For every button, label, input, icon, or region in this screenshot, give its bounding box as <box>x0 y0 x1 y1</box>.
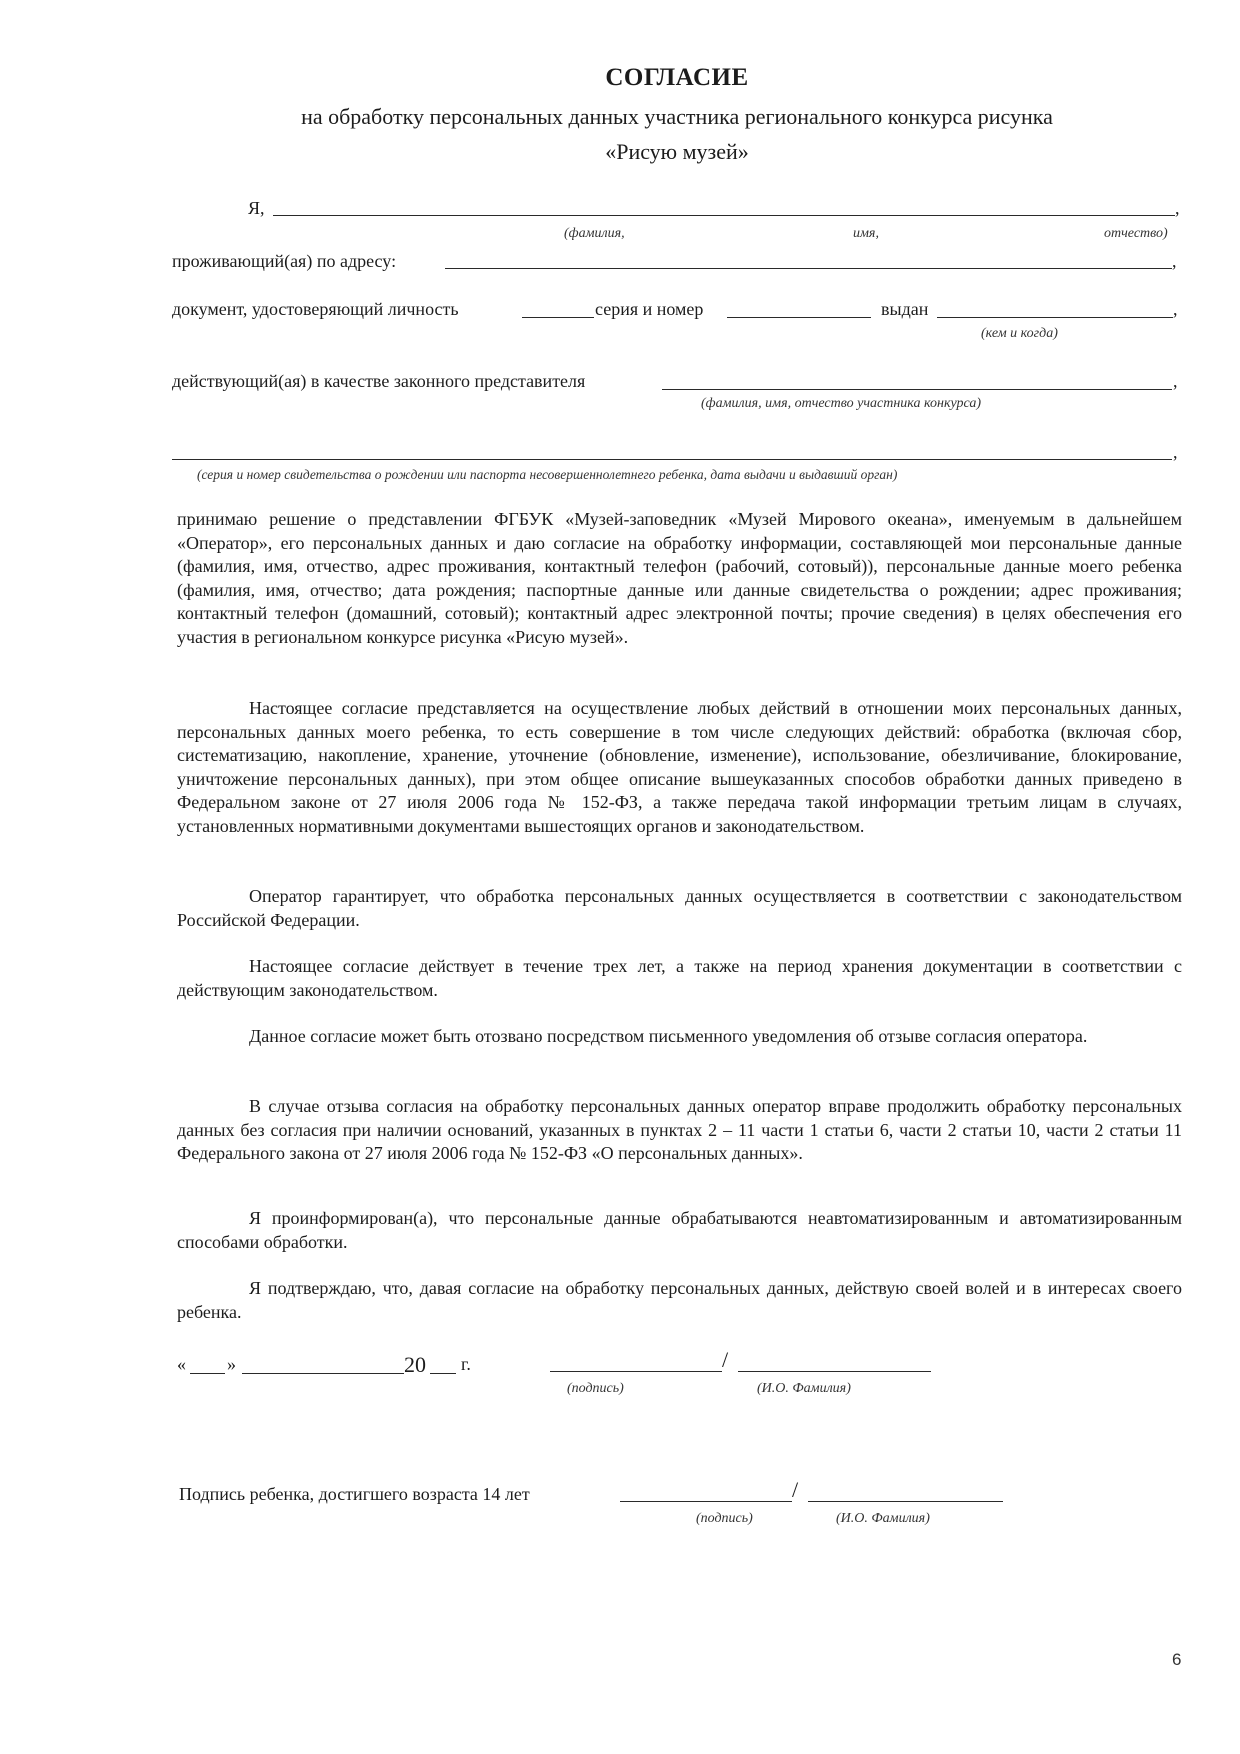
address-field[interactable] <box>445 268 1172 269</box>
representative-field[interactable] <box>662 389 1172 390</box>
contest-name: «Рисую музей» <box>605 139 749 164</box>
validity-paragraph: Настоящее согласие действует в течение трех лет, а также на период хранения документации в соответствии с действующим законодательством. <box>177 956 1182 1000</box>
caption-child-signature: (подпись) <box>696 1511 753 1526</box>
confirmation-paragraph: Я подтверждаю, что, давая согласие на обработку персональных данных, действую своей волей и в интересах своего ребенка. <box>177 1278 1182 1322</box>
slash: / <box>722 1347 729 1372</box>
issued-by-field[interactable] <box>937 317 1173 318</box>
page-number: 6 <box>1172 1650 1182 1669</box>
certificate-field[interactable] <box>172 459 1172 460</box>
document-type-field[interactable] <box>522 317 594 318</box>
fullname-initials-field[interactable] <box>738 1371 931 1372</box>
quote-close: » <box>227 1354 236 1374</box>
consent-paragraph: принимаю решение о представлении ФГБУК «Музей-заповедник «Музей Мирового океана», именуемым в дальнейшем «Оператор», его персональных данных и даю согласие на обработку информации, составляющей мои персональные данные (фамилия, имя, отчество, адрес проживания, контактный телефон (рабочий, сотовый)), персональные данные моего ребенка (фамилия, имя, отчество; дата рождения; паспортные данные или данные свидетельства о рождении; адрес проживания; контактный телефон (домашний, сотовый); контактный адрес электронной почты; прочие сведения) в целях обеспечения его участия в региональном конкурсе рисунка «Рисую музей». <box>177 509 1182 647</box>
comma: , <box>1173 371 1178 391</box>
day-field[interactable] <box>190 1373 225 1374</box>
document-label: документ, удостоверяющий личность <box>172 299 459 319</box>
representative-label: действующий(ая) в качестве законного представителя <box>172 371 586 391</box>
actions-paragraph: Настоящее согласие представляется на осуществление любых действий в отношении моих персональных данных, персональных данных моего ребенка, то есть совершение в том числе следующих действий: обработка (включая сбор, систематизацию, накопление, хранение, уточнение (обновление, изменение), использование, обезличивание, блокирование, уничтожение персональных данных), при этом общее описание вышеуказанных способов обработки данных приведено в Федеральном законе от 27 июля 2006 года № 152-ФЗ, а также передача такой информации третьим лицам в случаях, установленных нормативными документами вышестоящих органов и законодательством. <box>177 698 1182 836</box>
comma: , <box>1172 251 1177 271</box>
revocation-processing-paragraph: В случае отзыва согласия на обработку персональных данных оператор вправе продолжить обработку персональных данных без согласия при наличии оснований, указанных в пунктах 2 – 11 части 1 статьи 6, части 2 статьи 10, части 2 статьи 11 Федерального закона от 27 июля 2006 года № 152-ФЗ «О персональных данных». <box>177 1096 1182 1163</box>
revocation-paragraph: Данное согласие может быть отозвано посредством письменного уведомления об отзыве согласия оператора. <box>249 1026 1088 1046</box>
caption-name: имя, <box>853 226 879 241</box>
document-subtitle: на обработку персональных данных участника регионального конкурса рисунка <box>301 104 1053 129</box>
year-suffix: г. <box>461 1354 471 1374</box>
series-label: серия и номер <box>595 299 704 319</box>
month-field[interactable] <box>242 1373 404 1374</box>
issued-label: выдан <box>881 299 929 319</box>
i-label: Я, <box>248 198 265 218</box>
address-label: проживающий(ая) по адресу: <box>172 251 397 271</box>
document-title: СОГЛАСИЕ <box>605 64 749 91</box>
caption-child-fullname: (И.О. Фамилия) <box>836 1511 930 1526</box>
signature-field[interactable] <box>550 1371 722 1372</box>
fullname-field[interactable] <box>273 215 1175 216</box>
comma: , <box>1175 198 1180 218</box>
series-number-field[interactable] <box>727 317 871 318</box>
informed-paragraph: Я проинформирован(а), что персональные данные обрабатываются неавтоматизированным и автоматизированным способами обработки. <box>177 1208 1182 1252</box>
child-signature-label: Подпись ребенка, достигшего возраста 14 лет <box>179 1484 530 1504</box>
slash: / <box>792 1477 799 1502</box>
comma: , <box>1173 299 1178 319</box>
child-signature-field[interactable] <box>620 1501 792 1502</box>
caption-patronymic: отчество) <box>1104 226 1168 241</box>
child-fullname-field[interactable] <box>808 1501 1003 1502</box>
caption-fullname: (И.О. Фамилия) <box>757 1381 851 1396</box>
comma: , <box>1173 442 1178 462</box>
year-field[interactable] <box>430 1373 456 1374</box>
quote-open: « <box>177 1354 186 1374</box>
guarantee-paragraph: Оператор гарантирует, что обработка персональных данных осуществляется в соответствии с законодательством Российской Федерации. <box>177 886 1182 930</box>
caption-signature: (подпись) <box>567 1381 624 1396</box>
caption-surname: (фамилия, <box>564 226 625 241</box>
caption-issued: (кем и когда) <box>981 326 1058 341</box>
year-prefix: 20 <box>404 1352 426 1377</box>
caption-participant: (фамилия, имя, отчество участника конкурса) <box>701 396 982 411</box>
caption-certificate: (серия и номер свидетельства о рождении или паспорта несовершеннолетнего ребенка, дата выдачи и выдавший орган) <box>197 467 898 482</box>
